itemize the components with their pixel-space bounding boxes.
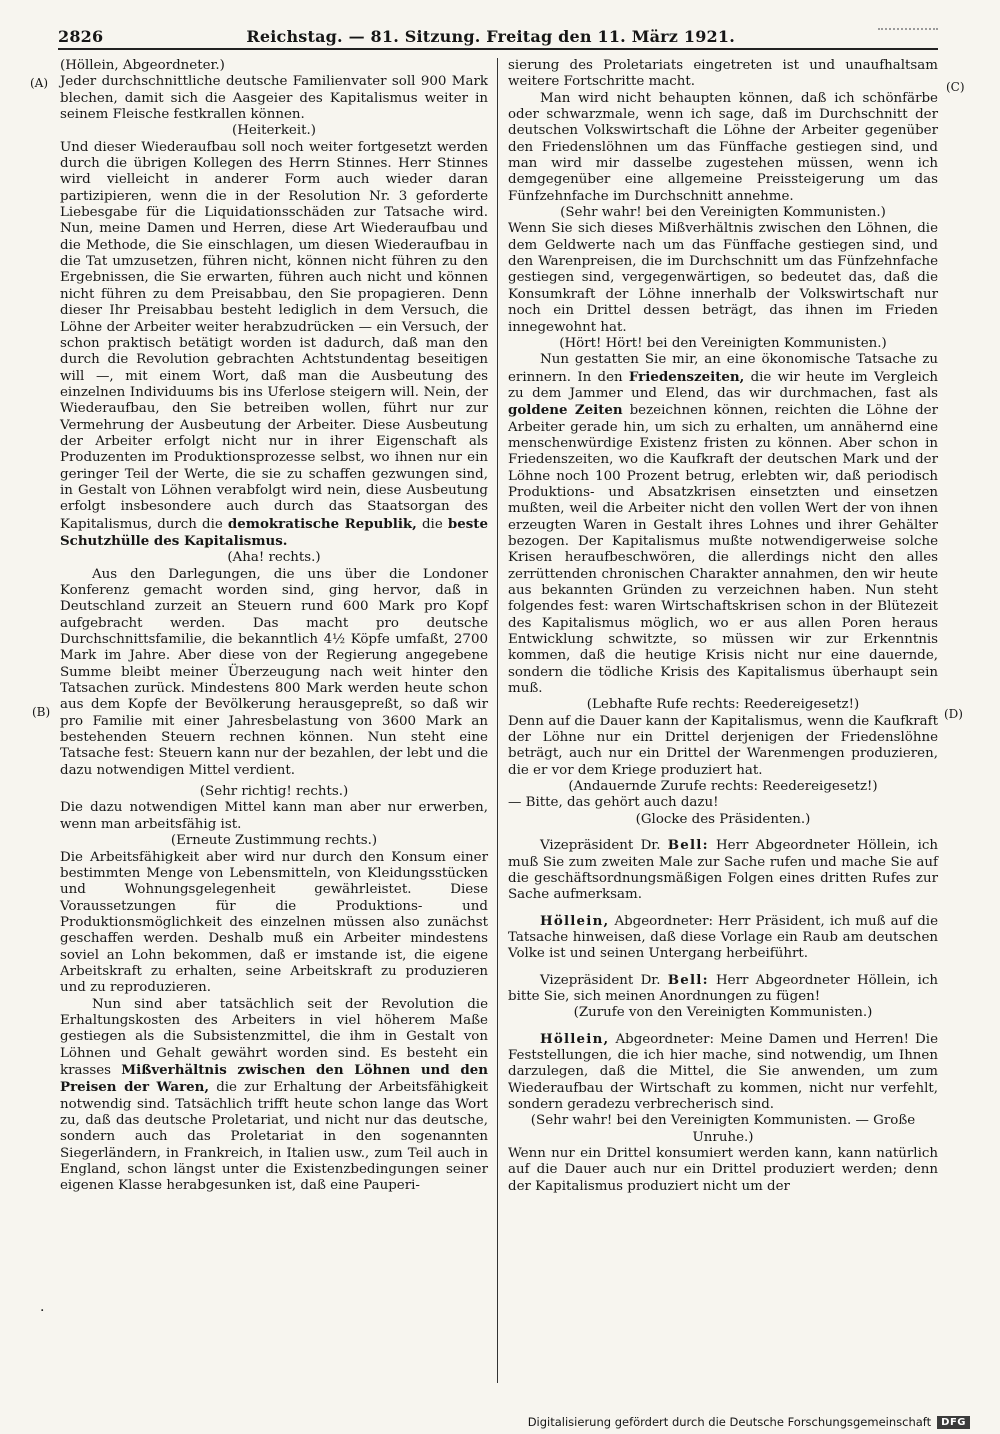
margin-mark-d: (D) bbox=[944, 707, 963, 721]
emphasis-text: Mißverhältnis zwischen den Löhnen und den Preisen der Waren, bbox=[60, 1061, 488, 1096]
page-header bbox=[58, 26, 938, 46]
spacer bbox=[508, 1022, 938, 1031]
paragraph-text: die zur Erhaltung der Arbeitsfähigkeit notwendig sind. Tatsächlich trifft heute schon lange das Wort zu, daß das deutsche Proletariat, und nicht nur das deutsche, sondern auch das Proletariat in den sogenannten Siegerländern, in Frankreich, in Italien usw., zum Teil auch in England, schon längst unter die Existenzbedingungen seiner eigenen Klasse herabgesunken ist, daß eine Pauperi- bbox=[60, 1080, 488, 1194]
margin-mark-b: (B) bbox=[32, 705, 51, 719]
interjection: (Hört! Hört! bei den Vereinigten Kommunisten.) bbox=[559, 335, 887, 351]
speech-text: Herr Abgeordneter Höllein, ich bitte Sie, sich meinen Anordnungen zu fügen! bbox=[508, 972, 938, 1004]
page-number: 2826 bbox=[58, 26, 104, 46]
speech-president bbox=[508, 837, 938, 903]
spacer bbox=[508, 904, 938, 913]
footer-credit: Digitalisierung gefördert durch die Deutsche Forschungsgemeinschaft bbox=[527, 1415, 932, 1429]
margin-mark-c: (C) bbox=[946, 80, 965, 94]
interjection: (Glocke des Präsidenten.) bbox=[635, 811, 811, 827]
paragraph-text: Nun gestatten Sie mir, an eine ökonomische Tatsache zu erinnern. In den bbox=[508, 352, 938, 385]
margin-mark-a: (A) bbox=[30, 76, 49, 90]
spacer bbox=[508, 828, 938, 837]
page-footer bbox=[528, 1414, 970, 1430]
paragraph: Wenn Sie sich dieses Mißverhältnis zwischen den Löhnen, die dem Geldwerte nach um das Fünffache gestiegen sind, und den Warenpreisen, die im Durchschnitt um das Fünfzehnfache gestiegen sind, vergegenwärtigen, so bedeutet das, daß die Konsumkraft der Löhne innerhalb der Volkswirtschaft nur noch ein Drittel dessen beträgt, das ihnen im Frieden innegewohnt hat. bbox=[508, 221, 938, 335]
speaker-name: Bell: bbox=[667, 837, 709, 854]
paragraph-text: Und dieser Wiederaufbau soll noch weiter fortgesetzt werden durch die übrigen Kollegen des Herrn Stinnes. Herr Stinnes wird vielleicht in anderer Form auch wieder daran partizipieren, wenn die in der Resolution Nr. 3 geforderte Liebesgabe für die Liquidationsschäden zur Tatsache wird. Nun, meine Damen und Herren, diese Art Wiederaufbau und die Methode, die Sie einschlagen, um diesen Wiederaufbau in die Tat umzusetzen, führen nicht, können nicht führen zu den Ergebnissen, die Sie erwarten, führen auch nicht und können nicht führen zu dem Preisabbau, den Sie propagieren. Denn dieser Ihr Preisabbau besteht lediglich in dem Versuch, die Löhne der Arbeiter weiter herabzudrücken — ein Versuch, der schon praktisch betätigt worden ist dadurch, daß man den durch die Revolution gebrachten Achtstundentag beseitigen will —, mit einem Wort, daß man die Ausbeutung des einzelnen Individuums bis ins Uferlose steigern will. Nein, der Wiederaufbau, den Sie betreiben wollen, führt nur zur Vermehrung der Ausbeutung der Arbeiter. Diese Ausbeutung der Arbeiter erfolgt nicht nur in ihrer Eigenschaft als Produzenten im Produktionsprozesse selbst, wo ihnen nur ein geringer Teil der Werte, die sie zu schaffen gezwungen sind, in Gestalt von Löhnen verabfolgt wird nein, diese Ausbeutung erfolgt insbesondere auch durch das Staatsorgan des Kapitalismus, durch die bbox=[60, 139, 488, 532]
paragraph-text: die wir heute im Vergleich zu dem Jammer und Elend, das wir durchmachen, fast als bbox=[508, 369, 938, 401]
column-divider bbox=[497, 58, 498, 1383]
paragraph: Denn auf die Dauer kann der Kapitalismus, wenn die Kaufkraft der Löhne nur ein Drittel derjenigen der Friedenslöhne beträgt, auch nur ein Drittel der Warenmengen produzieren, die er vor dem Kriege produziert hat. bbox=[508, 713, 938, 778]
emphasis-text: beste Schutzhülle des Kapitalismus. bbox=[60, 515, 488, 549]
emphasis-text: demokratische Republik, bbox=[227, 515, 417, 532]
paragraph bbox=[60, 997, 488, 1195]
paragraph: Die Arbeitsfähigkeit aber wird nur durch den Konsum einer bestimmten Menge von Lebensmitteln, von Kleidungsstücken und Wohnungsgelegenheit gewährleistet. Diese Voraussetzungen für die Produktions- und Produktionsmöglichkeit des einzelnen müssen also zunächst geschaffen werden. Deshalb muß ein Arbeiter mindestens soviel an Lohn bekommen, daß er imstande ist, die eigene Arbeitskraft zu erhalten, seine Arbeitskraft zu produzieren und zu reproduzieren. bbox=[60, 849, 488, 996]
dfg-logo: DFG bbox=[937, 1416, 970, 1429]
paragraph: Man wird nicht behaupten können, daß ich schönfärbe oder schwarzmale, wenn ich sage, daß im Durchschnitt der deutschen Volkswirtschaft die Löhne der Arbeiter gegenüber den Friedenslöhnen um das Fünffache gestiegen sind, und man wird mir dasselbe zugestehen müssen, wenn ich demgegenüber eine allgemeine Preissteigerung um das Fünfzehnfache im Durchschnitt annehme. bbox=[508, 90, 938, 204]
speaker-title: Vizepräsident Dr. bbox=[540, 838, 661, 854]
paragraph: — Bitte, das gehört auch dazu! bbox=[508, 795, 719, 811]
spacer bbox=[508, 963, 938, 972]
paragraph: Wenn nur ein Drittel konsumiert werden kann, kann natürlich auf die Dauer auch nur ein Drittel produziert werden; denn der Kapitalismus produziert nicht um der bbox=[508, 1146, 938, 1194]
paragraph-text: Nun sind aber tatsächlich seit der Revolution die Erhaltungskosten des Arbeiters in viel höherem Maße gestiegen als die Subsistenzmittel, die ihm in Gestalt von Löhnen und Gehalt gewährt worden sind. Es besteht ein krasses bbox=[60, 996, 488, 1078]
paragraph: Die dazu notwendigen Mittel kann man aber nur erwerben, wenn man arbeitsfähig ist. bbox=[60, 800, 488, 832]
speaker-title: Vizepräsident Dr. bbox=[540, 972, 661, 988]
speech-text: Herr Abgeordneter Höllein, ich muß Sie zum zweiten Male zur Sache rufen und mache Sie auf die geschäftsordnungsmäßigen Folgen eines dritten Rufes zur Sache aufmerksam. bbox=[508, 838, 938, 903]
paragraph-text: bezeichnen können, reichten die Löhne der Arbeiter gerade hin, um sich zu erhalten, um annähernd eine menschenwürdige Existenz fristen zu können. Aber schon in Friedenszeiten, wo die Kaufkraft der deutschen Mark und der Löhne noch 100 Prozent betrug, erlebten wir, daß periodisch Produktions- und Absatzkrisen einsetzten und einsetzen mußten, weil die Arbeiter nicht den vollen Wert der von ihnen erzeugten Waren in Gestalt ihres Lohnes und ihrer Gehälter bezogen. Der Kapitalismus mußte notwendigerweise solche Krisen heraufbeschwören, die allerdings nicht den alles zerrüttenden chronischen Charakter annahmen, den wir heute aus bekannten Gründen zu verzeichnen haben. Nun steht folgendes fest: waren Wirtschaftskrisen schon in der Blütezeit des Kapitalismus möglich, wo er aus allen Poren heraus Entwicklung schwitzte, so müssen wir zur Erkenntnis kommen, daß die heutige Krisis nicht nur eine dauernde, sondern die tödliche Krisis des Kapitalismus überhaupt sein muß. bbox=[508, 403, 938, 697]
scan-artifact bbox=[878, 28, 938, 44]
interjection: (Sehr wahr! bei den Vereinigten Kommunisten.) bbox=[560, 205, 886, 221]
speech-president bbox=[508, 972, 938, 1006]
speech-hoellein bbox=[508, 913, 938, 963]
speaker-name: Höllein, bbox=[540, 912, 610, 929]
left-column bbox=[60, 58, 488, 1195]
interjection: (Zurufe von den Vereinigten Kommunisten.) bbox=[573, 1005, 873, 1021]
paragraph: sierung des Proletariats eingetreten ist und unaufhaltsam weitere Fortschritte macht. bbox=[508, 58, 938, 90]
emphasis-text: goldene Zeiten bbox=[508, 402, 623, 419]
paragraph: Jeder durchschnittliche deutsche Familienvater soll 900 Mark blechen, damit sich die Aasgeier des Kapitalismus weiter in seinem Fleische festkrallen können. bbox=[60, 74, 488, 123]
header-rule bbox=[58, 48, 938, 50]
running-title: Reichstag. — 81. Sitzung. Freitag den 11. März 1921. bbox=[246, 26, 735, 46]
interjection: (Sehr richtig! rechts.) bbox=[199, 784, 349, 800]
paragraph-text: die bbox=[421, 516, 443, 532]
interjection: (Aha! rechts.) bbox=[227, 550, 321, 566]
interjection: (Erneute Zustimmung rechts.) bbox=[170, 833, 378, 849]
right-column bbox=[508, 58, 938, 1195]
speaker-name: Bell: bbox=[667, 971, 709, 988]
paragraph bbox=[508, 352, 938, 697]
speech-hoellein bbox=[508, 1031, 938, 1114]
emphasis-text: Friedenszeiten, bbox=[628, 368, 745, 385]
speaker-name: Höllein, bbox=[540, 1030, 610, 1047]
interjection: (Lebhafte Rufe rechts: Reedereigesetz!) bbox=[586, 697, 860, 713]
margin-dot: · bbox=[40, 1303, 45, 1319]
interjection: (Andauernde Zurufe rechts: Reedereigesetz!) bbox=[568, 779, 878, 795]
speaker-continuation: (Höllein, Abgeordneter.) bbox=[60, 58, 225, 73]
interjection: (Sehr wahr! bei den Vereinigten Kommunisten. — Große Unruhe.) bbox=[530, 1113, 916, 1145]
speech-text: Abgeordneter: Meine Damen und Herren! Die Feststellungen, die ich hier mache, sind notwendig, um Ihnen darzulegen, daß die Mittel, die Sie anwenden, um zum Wiederaufbau der Wirtschaft zu kommen, nicht nur verfehlt, sondern geradezu verbrecherisch sind. bbox=[508, 1031, 938, 1112]
paragraph: Aus den Darlegungen, die uns über die Londoner Konferenz gemacht worden sind, ging hervor, daß in Deutschland zurzeit an Steuern rund 600 Mark pro Kopf aufgebracht werden. Das macht pro deutsche Durchschnittsfamilie, die bekanntlich 4½ Köpfe umfaßt, 2700 Mark im Jahre. Aber diese von der Regierung angegebene Summe bleibt meiner Überzeugung nach weit hinter den Tatsachen zurück. Mindestens 800 Mark werden heute schon aus dem Kopfe der Bevölkerung herausgepreßt, so daß wir pro Familie mit einer Jahresbelastung von 3600 Mark an bestehenden Steuern rechnen können. Nun steht eine Tatsache fest: Steuern kann nur der bezahlen, der lebt und die dazu notwendigen Mittel verdient. bbox=[60, 566, 488, 778]
paragraph bbox=[60, 140, 488, 551]
interjection: (Heiterkeit.) bbox=[232, 123, 316, 139]
speech-text: Abgeordneter: Herr Präsident, ich muß auf die Tatsache hinweisen, daß diese Vorlage ein Raub am deutschen Volke ist und seinen Untergang herbeiführt. bbox=[508, 913, 938, 962]
